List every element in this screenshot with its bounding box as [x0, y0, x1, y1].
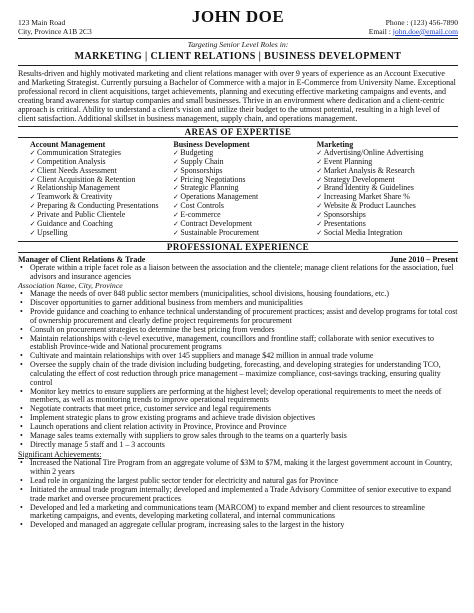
list-item: • Provide guidance and coaching to enhance technical understanding of procurement practices; assist and develop programs for total cost of ownership procurement and clearly define project requirements for procurement [18, 308, 458, 326]
list-item: • Manage sales teams externally with suppliers to grow sales through to the teams on a quarterly basis [18, 432, 458, 441]
checkmark-icon: ✓ [29, 157, 36, 166]
checkmark-icon: ✓ [172, 149, 179, 158]
checkmark-icon: ✓ [316, 149, 323, 158]
checkmark-icon: ✓ [172, 175, 179, 184]
list-item: ✓ Guidance and Coaching [29, 218, 113, 228]
list-item: ✓ Teamwork & Creativity [29, 192, 113, 202]
expertise-column-account-management [28, 140, 169, 237]
checkmark-icon: ✓ [316, 184, 323, 193]
list-item: ✓ Social Media Integration [316, 227, 403, 237]
list-item: ✓ Client Needs Assessment [29, 165, 117, 175]
list-item: ✓ Sponsorships [316, 210, 366, 219]
expertise-column-marketing [315, 140, 456, 237]
list-item: • Oversee the supply chain of the trade division including budgeting, forecasting, and developing strategies for understanding TCO, calculating the effect of cost reduction through price management – maximize compliance, cost-savings tracking, ensuring quality control [18, 361, 458, 388]
headline-divider [18, 65, 458, 66]
list-item: ✓ Website & Product Launches [316, 201, 416, 211]
list-item: ✓ Advertising/Online Advertising [316, 148, 424, 158]
expertise-columns [18, 140, 458, 237]
address-line-2: City, Province A1B 2C3 [18, 26, 92, 36]
checkmark-icon: ✓ [172, 193, 179, 202]
list-item: ✓ Pricing Negotiations [172, 174, 246, 184]
list-item: • Cultivate and maintain relationships with over 145 suppliers and manage $42 million in annual trade volume [18, 352, 458, 361]
list-item: ✓ Private and Public Clientele [29, 210, 126, 219]
list-item: ✓ E-commerce [172, 210, 221, 219]
checkmark-icon: ✓ [316, 211, 323, 219]
checkmark-icon: ✓ [316, 193, 323, 202]
employer-name: Association Name, City, Province [18, 280, 123, 290]
list-item: ✓ Strategic Planning [172, 183, 239, 193]
email-line [369, 28, 458, 37]
list-item: • Implement strategic plans to grow existing programs and achieve trade division objectives [18, 414, 458, 423]
list-item: ✓ Communication Strategies [29, 148, 121, 158]
list-item: • Consult on procurement strategies to determine the best pricing from vendors [18, 326, 458, 335]
checkmark-icon: ✓ [29, 228, 36, 237]
list-item: ✓ Increasing Market Share % [316, 192, 410, 202]
email-link[interactable]: john.doe@email.com [392, 26, 458, 36]
responsibilities-list [18, 290, 458, 449]
headline: MARKETING | CLIENT RELATIONS | BUSINESS DEVELOPMENT [74, 51, 402, 63]
checkmark-icon: ✓ [316, 228, 323, 237]
column-heading: Account Management [30, 140, 106, 150]
list-item: ✓ Budgeting [172, 148, 214, 158]
list-item: ✓ Supply Chain [172, 156, 224, 166]
list-item: • Directly manage 5 staff and 1 – 3 accounts [18, 441, 458, 450]
experience-section-title: PROFESSIONAL EXPERIENCE [18, 241, 458, 253]
checkmark-icon: ✓ [29, 202, 36, 211]
job-title: Manager of Client Relations & Trade [18, 254, 146, 264]
checkmark-icon: ✓ [29, 211, 36, 219]
email-label: Email : [368, 26, 393, 36]
expertise-section-title: AREAS OF EXPERTISE [18, 126, 458, 138]
list-item: ✓ Competition Analysis [29, 156, 106, 166]
list-item: • Launch operations and client relation activity in Province, Province and Province [18, 423, 458, 432]
checkmark-icon: ✓ [316, 157, 323, 166]
list-item: ✓ Client Acquisition & Retention [29, 174, 136, 184]
list-item: ✓ Sponsorships [172, 165, 223, 175]
checkmark-icon: ✓ [316, 166, 323, 175]
expertise-column-business-development [171, 140, 312, 237]
list-item: ✓ Contract Development [172, 218, 253, 228]
address-block [18, 19, 92, 36]
list-item: ✓ Relationship Management [29, 183, 121, 193]
list-item: ✓ Market Analysis & Research [316, 165, 415, 175]
checkmark-icon: ✓ [172, 202, 179, 211]
checkmark-icon: ✓ [316, 219, 323, 228]
checkmark-icon: ✓ [172, 157, 179, 166]
header-divider [18, 38, 458, 39]
list-item: • Maintain relationships with c-level executive, management, councillors and frontline staff; collaborate with senior executives to establish Province-wide and National procurement programs [18, 335, 458, 353]
list-item: • Developed and led a marketing and communications team (MARCOM) to expand member and client resources to streamline marketing campaigns, and events, developing marketing collateral, and internal communications [18, 504, 458, 522]
summary-paragraph: Results-driven and highly motivated marketing and client relations manager with over 9 years of experience as an Account Executive and Marketing Strategist. Currently pursuing a Bachelor of Commerce with a major in E-Commerce from University Name. Exceptional professional record in client acquisitions, target achievements, planning and executing effective marketing campaigns and events, and creating brand awareness for startup companies and small businesses. Thrive in an environment where dedication and a client-centric approach is critical. Ability to understand a client's vision and utilize their budget to the utmost potential, resulting in a high level of client satisfaction. Additional skillset in business management, supply chain, and operations management. [18, 68, 456, 123]
checkmark-icon: ✓ [172, 219, 179, 228]
resume-name: JOHN DOE [191, 7, 285, 26]
checkmark-icon: ✓ [29, 193, 36, 202]
address-line-1: 123 Main Road [18, 18, 66, 27]
checkmark-icon: ✓ [172, 211, 179, 219]
list-item: • Operate within a triple facet role as a liaison between the association and the clientele; manage client relations for the association, fuel advisors and insurance agencies [18, 264, 458, 282]
list-item: ✓ Preparing & Conducting Presentations [29, 201, 159, 211]
list-item: • Manage the needs of over 848 public sector members (municipalities, school divisions, housing foundations, etc.) [18, 290, 458, 299]
checkmark-icon: ✓ [29, 184, 36, 193]
list-item: ✓ Sustainable Procurement [172, 227, 260, 237]
list-item: ✓ Strategy Development [316, 174, 395, 184]
list-item: ✓ Upselling [29, 227, 68, 237]
achievements-list [18, 459, 458, 530]
checkmark-icon: ✓ [172, 166, 179, 175]
job-dates: June 2010 – Present [389, 254, 458, 264]
phone-text: Phone : (123) 456-7890 [385, 18, 458, 27]
phone-email-block [369, 19, 458, 36]
list-item: • Monitor key metrics to ensure suppliers are performing at the highest level; develop operational requirements to meet the needs of members, as well as monitoring trends to improve operational requirements [18, 388, 458, 406]
list-item: ✓ Presentations [316, 218, 366, 228]
checkmark-icon: ✓ [316, 175, 323, 184]
column-heading: Business Development [173, 140, 250, 150]
checkmark-icon: ✓ [172, 184, 179, 193]
list-item: ✓ Brand Identity & Guidelines [316, 183, 414, 193]
checkmark-icon: ✓ [316, 202, 323, 211]
checkmark-icon: ✓ [172, 228, 179, 237]
checkmark-icon: ✓ [29, 166, 36, 175]
list-item: ✓ Event Planning [316, 156, 373, 166]
checkmark-icon: ✓ [29, 149, 36, 158]
list-item: ✓ Operations Management [172, 192, 259, 202]
list-item: • Increased the National Tire Program from an aggregate volume of $3M to $7M, making it the largest government account in Country, within 2 years [18, 459, 458, 477]
job-intro-list [18, 264, 458, 282]
checkmark-icon: ✓ [29, 219, 36, 228]
list-item: ✓ Cost Controls [172, 201, 225, 211]
achievements-label: Significant Achievements: [18, 449, 102, 459]
target-roles-label: Targeting Senior Level Roles in: [187, 40, 289, 50]
list-item: • Initiated the annual trade program internally; developed and implemented a Trade Advisory Committee of senior executive to expand trade market and oversee procurement practices [18, 486, 458, 504]
list-item: • Developed and managed an aggregate cellular program, increasing sales to the largest in the history [18, 521, 458, 530]
list-item: • Discover opportunities to garner additional business from members and municipalities [18, 299, 458, 308]
column-heading: Marketing [316, 140, 354, 150]
checkmark-icon: ✓ [29, 175, 36, 184]
list-item: • Negotiate contracts that meet price, customer service and legal requirements [18, 405, 458, 414]
list-item: • Lead role in organizing the largest public sector tender for electricity and natural gas for Province [18, 477, 458, 486]
